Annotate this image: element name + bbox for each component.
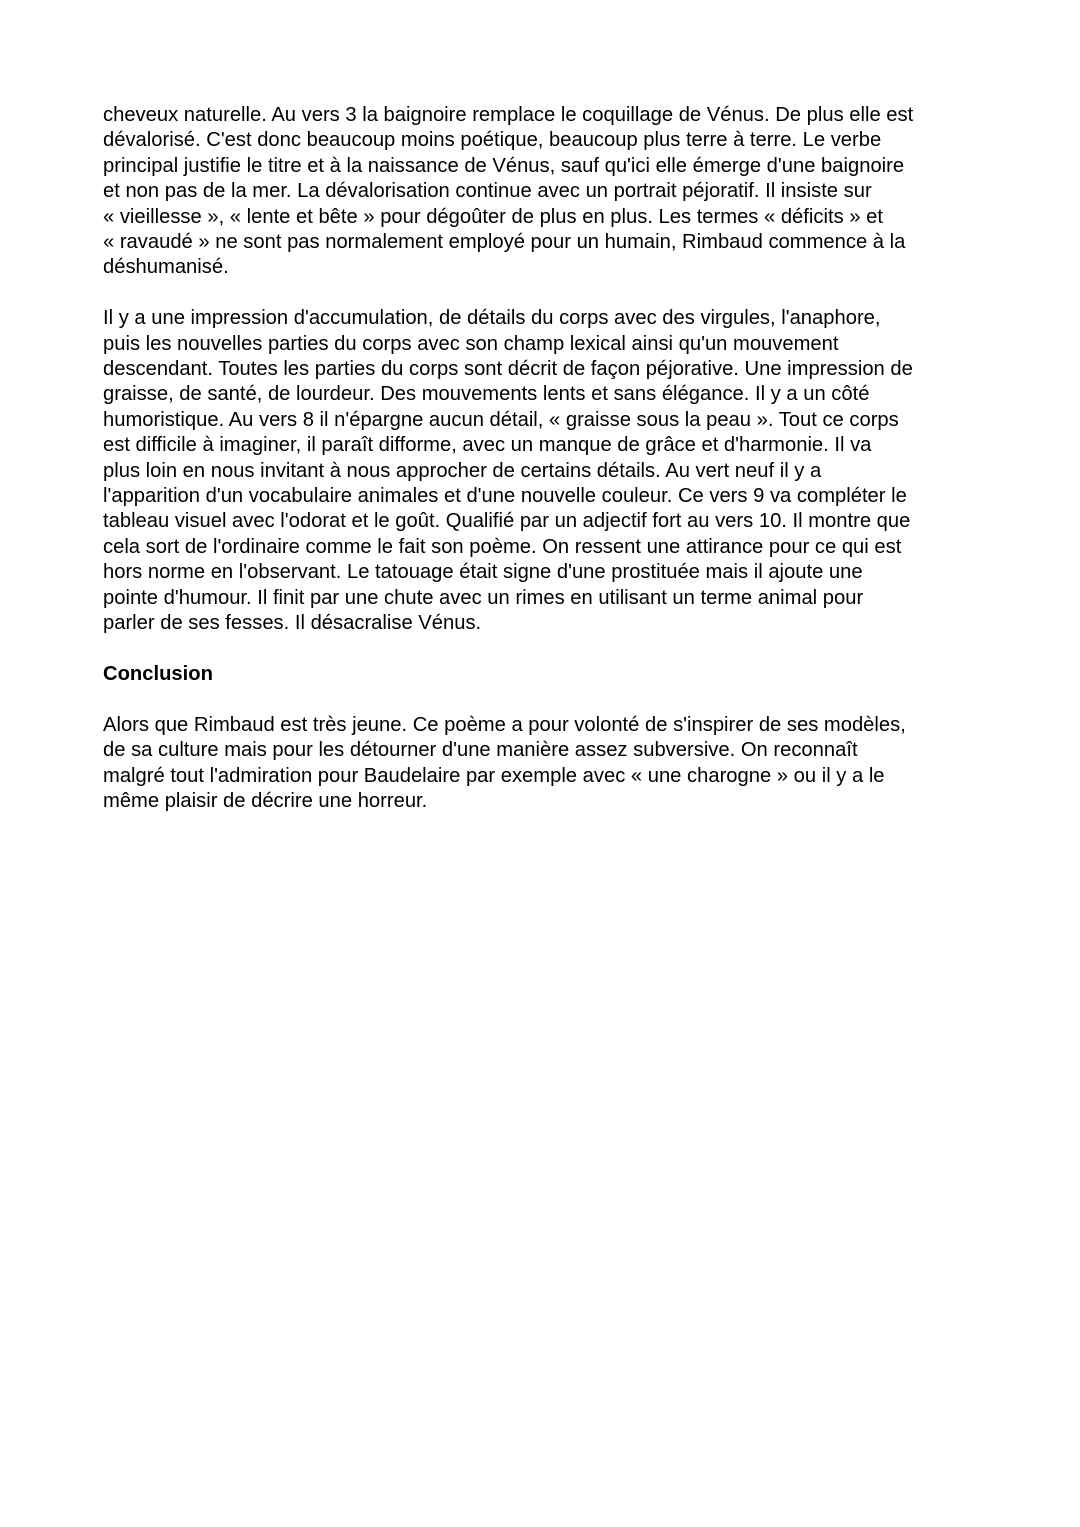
text-line: déshumanisé. [103,256,229,279]
text-line: Alors que Rimbaud est très jeune. Ce poème a pour volonté de s'inspirer de ses modèles, [103,713,906,736]
text-line: Il y a une impression d'accumulation, de détails du corps avec des virgules, l'anaphore, [103,307,881,330]
text-line: l'apparition d'un vocabulaire animales et d'une nouvelle couleur. Ce vers 9 va compléter le [103,485,907,508]
text-line: est difficile à imaginer, il paraît difforme, avec un manque de grâce et d'harmonie. Il va [103,434,872,457]
conclusion-paragraph [103,713,993,815]
text-line: principal justifie le titre et à la naissance de Vénus, sauf qu'ici elle émerge d'une baignoire [103,154,905,177]
text-line: même plaisir de décrire une horreur. [103,789,428,812]
text-line: humoristique. Au vers 8 il n'épargne aucun détail, « graisse sous la peau ». Tout ce corps [103,408,899,431]
text-line: « vieillesse », « lente et bête » pour dégoûter de plus en plus. Les termes « déficits » et [103,205,883,228]
text-line: descendant. Toutes les parties du corps sont décrit de façon péjorative. Une impression de [103,358,913,381]
body-paragraph-1 [103,103,993,281]
conclusion-heading: Conclusion [103,662,213,685]
text-line: hors norme en l'observant. Le tatouage était signe d'une prostituée mais il ajoute une [103,561,863,584]
text-line: pointe d'humour. Il finit par une chute avec un rimes en utilisant un terme animal pour [103,586,864,609]
text-line: malgré tout l'admiration pour Baudelaire par exemple avec « une charogne » ou il y a le [103,764,885,787]
body-paragraph-2 [103,306,993,636]
text-line: « ravaudé » ne sont pas normalement employé pour un humain, Rimbaud commence à la [103,231,906,254]
text-line: cheveux naturelle. Au vers 3 la baignoire remplace le coquillage de Vénus. De plus elle est [103,104,914,126]
text-line: de sa culture mais pour les détourner d'une manière assez subversive. On reconnaît [103,739,858,762]
text-line: tableau visuel avec l'odorat et le goût. Qualifié par un adjectif fort au vers 10. Il montre que [103,510,911,533]
text-line: plus loin en nous invitant à nous approcher de certains détails. Au vert neuf il y a [103,459,822,482]
text-line: graisse, de santé, de lourdeur. Des mouvements lents et sans élégance. Il y a un côté [103,383,870,406]
text-line: cela sort de l'ordinaire comme le fait son poème. On ressent une attirance pour ce qui est [103,535,902,558]
text-line: et non pas de la mer. La dévalorisation continue avec un portrait péjoratif. Il insiste sur [103,180,872,203]
text-line: puis les nouvelles parties du corps avec son champ lexical ainsi qu'un mouvement [103,332,839,355]
text-line: parler de ses fesses. Il désacralise Vénus. [103,612,482,635]
text-line: dévalorisé. C'est donc beaucoup moins poétique, beaucoup plus terre à terre. Le verbe [103,129,882,152]
document-page [103,103,993,814]
